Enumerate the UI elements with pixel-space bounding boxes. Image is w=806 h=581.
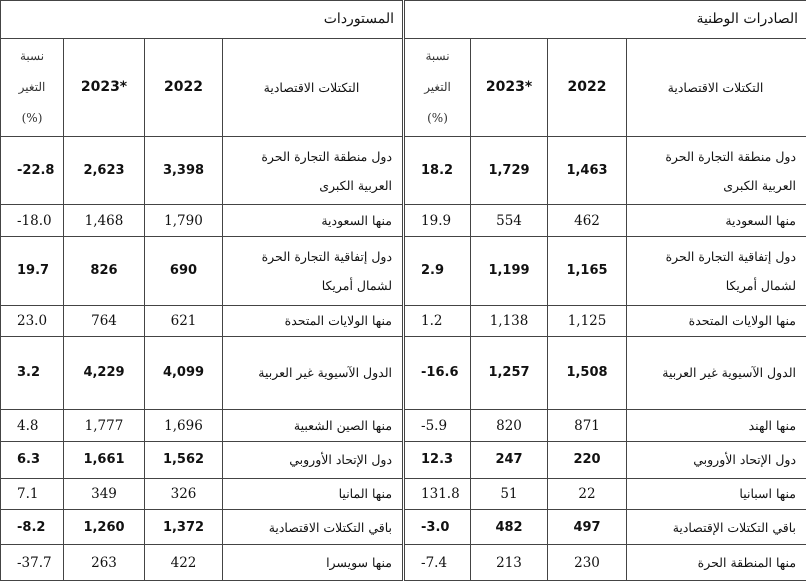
import-2022-value: 3,398 (145, 136, 223, 205)
exports-pct-line-2: التغير (424, 79, 451, 94)
export-bloc-label: منها الولايات المتحدة (627, 305, 806, 336)
import-2023-value: 1,468 (64, 205, 145, 236)
import-2022-value: 1,696 (145, 409, 223, 441)
export-bloc-label: باقي التكتلات الإقتصادية (627, 509, 806, 544)
export-2023-value: 554 (471, 205, 548, 236)
table-row (1, 478, 806, 509)
export-2022-value: 1,508 (548, 336, 627, 409)
column-header-row (1, 38, 806, 136)
import-2022-value: 1,562 (145, 442, 223, 479)
exports-pct-line-1: نسبة (425, 48, 450, 63)
import-bloc-label: الدول الآسيوية غير العربية (223, 336, 404, 409)
export-2022-value: 1,165 (548, 236, 627, 305)
exports-section-title: الصادرات الوطنية (404, 1, 806, 39)
imports-section-title: المستوردات (1, 1, 404, 39)
import-change-pct: 7.1 (1, 478, 64, 509)
import-bloc-label: منها سويسرا (223, 545, 404, 581)
import-2022-value: 1,790 (145, 205, 223, 236)
import-change-pct: -18.0 (1, 205, 64, 236)
export-bloc-label: دول منطقة التجارة الحرة العربية الكبرى (627, 136, 806, 205)
import-2023-value: 1,777 (64, 409, 145, 441)
export-2022-value: 871 (548, 409, 627, 441)
import-change-pct: 4.8 (1, 409, 64, 441)
import-change-pct: 6.3 (1, 442, 64, 479)
import-2022-value: 1,372 (145, 509, 223, 544)
import-change-pct: -37.7 (1, 545, 64, 581)
table-row (1, 409, 806, 441)
import-2022-value: 621 (145, 305, 223, 336)
import-2023-value: 4,229 (64, 336, 145, 409)
import-2023-value: 263 (64, 545, 145, 581)
export-change-pct: 18.2 (404, 136, 471, 205)
export-2023-value: 51 (471, 478, 548, 509)
table-row (1, 136, 806, 205)
import-2022-value: 422 (145, 545, 223, 581)
import-2023-value: 1,260 (64, 509, 145, 544)
export-2023-value: 247 (471, 442, 548, 479)
imports-label-header: التكتلات الاقتصادية (223, 38, 404, 136)
export-bloc-label: منها الهند (627, 409, 806, 441)
export-2022-value: 1,463 (548, 136, 627, 205)
import-change-pct: 19.7 (1, 236, 64, 305)
table-row (1, 236, 806, 305)
export-2023-value: 1,138 (471, 305, 548, 336)
import-2022-value: 4,099 (145, 336, 223, 409)
import-bloc-label: دول الإتحاد الأوروبي (223, 442, 404, 479)
import-bloc-label: دول منطقة التجارة الحرة العربية الكبرى (223, 136, 404, 205)
export-2022-value: 1,125 (548, 305, 627, 336)
export-2022-value: 462 (548, 205, 627, 236)
import-2022-value: 326 (145, 478, 223, 509)
exports-label-header: التكتلات الاقتصادية (627, 38, 806, 136)
export-change-pct: 12.3 (404, 442, 471, 479)
export-2022-value: 220 (548, 442, 627, 479)
import-bloc-label: منها الولايات المتحدة (223, 305, 404, 336)
exports-2023-header: 2023* (471, 38, 548, 136)
export-2023-value: 1,257 (471, 336, 548, 409)
import-change-pct: -22.8 (1, 136, 64, 205)
export-2023-value: 213 (471, 545, 548, 581)
export-2023-value: 482 (471, 509, 548, 544)
import-2023-value: 2,623 (64, 136, 145, 205)
import-bloc-label: باقي التكتلات الاقتصادية (223, 509, 404, 544)
export-bloc-label: الدول الآسيوية غير العربية (627, 336, 806, 409)
import-2023-value: 349 (64, 478, 145, 509)
export-change-pct: -7.4 (404, 545, 471, 581)
export-change-pct: -5.9 (404, 409, 471, 441)
export-2023-value: 820 (471, 409, 548, 441)
export-2022-value: 497 (548, 509, 627, 544)
import-change-pct: 23.0 (1, 305, 64, 336)
imports-2023-header: 2023* (64, 38, 145, 136)
export-change-pct: -3.0 (404, 509, 471, 544)
export-change-pct: 2.9 (404, 236, 471, 305)
import-bloc-label: منها السعودية (223, 205, 404, 236)
section-header-row (1, 1, 806, 39)
imports-pct-line-1: نسبة (19, 48, 45, 63)
import-2023-value: 826 (64, 236, 145, 305)
export-change-pct: 1.2 (404, 305, 471, 336)
export-2022-value: 22 (548, 478, 627, 509)
imports-pct-line-3: (%) (21, 110, 43, 125)
export-2023-value: 1,199 (471, 236, 548, 305)
import-2022-value: 690 (145, 236, 223, 305)
imports-pct-header (1, 38, 64, 136)
export-2023-value: 1,729 (471, 136, 548, 205)
exports-pct-header (404, 38, 471, 136)
import-change-pct: -8.2 (1, 509, 64, 544)
export-bloc-label: منها اسبانيا (627, 478, 806, 509)
export-change-pct: -16.6 (404, 336, 471, 409)
export-bloc-label: دول الإتحاد الأوروبي (627, 442, 806, 479)
export-bloc-label: منها المنطقة الحرة (627, 545, 806, 581)
table-row (1, 205, 806, 236)
imports-pct-line-2: التغير (18, 79, 46, 94)
table-row (1, 336, 806, 409)
table-row (1, 305, 806, 336)
import-bloc-label: منها الصين الشعبية (223, 409, 404, 441)
import-change-pct: 3.2 (1, 336, 64, 409)
import-2023-value: 764 (64, 305, 145, 336)
table-body (1, 136, 806, 580)
exports-2022-header: 2022 (548, 38, 627, 136)
export-change-pct: 131.8 (404, 478, 471, 509)
exports-pct-line-3: (%) (427, 110, 448, 125)
import-bloc-label: منها المانيا (223, 478, 404, 509)
table-row (1, 545, 806, 581)
export-change-pct: 19.9 (404, 205, 471, 236)
export-bloc-label: منها السعودية (627, 205, 806, 236)
import-bloc-label: دول إتفاقية التجارة الحرة لشمال أمريكا (223, 236, 404, 305)
import-2023-value: 1,661 (64, 442, 145, 479)
export-2022-value: 230 (548, 545, 627, 581)
table-row (1, 442, 806, 479)
table-row (1, 509, 806, 544)
export-bloc-label: دول إتفاقية التجارة الحرة لشمال أمريكا (627, 236, 806, 305)
imports-2022-header: 2022 (145, 38, 223, 136)
